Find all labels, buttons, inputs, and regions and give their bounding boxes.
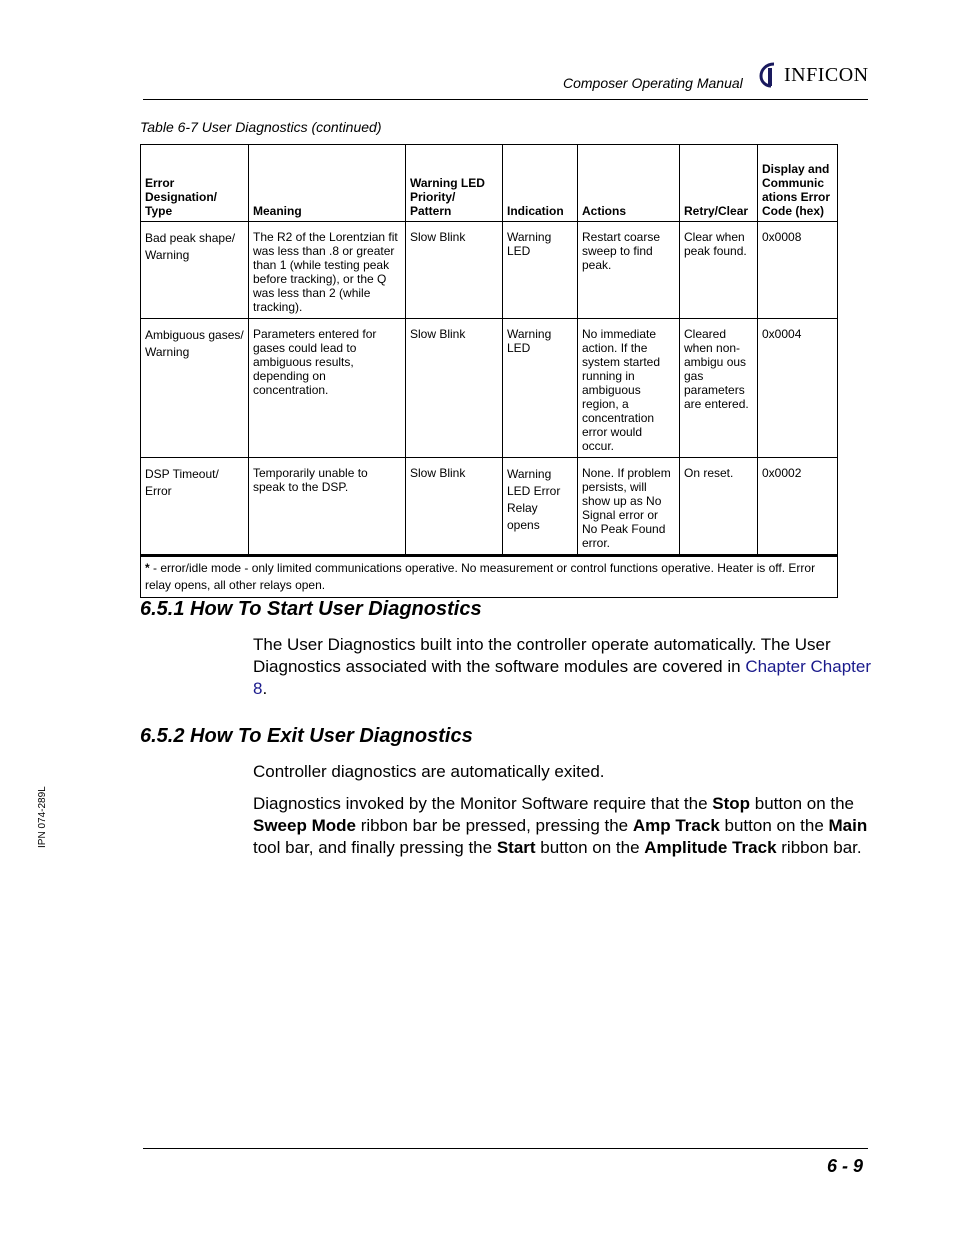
table-footnote-row — [141, 556, 838, 598]
cell-meaning: Parameters entered for gases could lead to ambiguous results, depending on concentration. — [249, 319, 406, 458]
manual-title: Composer Operating Manual — [563, 75, 743, 91]
cell-retry: Clear when peak found. — [680, 222, 758, 319]
table-footnote — [141, 556, 838, 598]
cell-retry: On reset. — [680, 458, 758, 556]
cell-led: Slow Blink — [406, 222, 503, 319]
text-run: button on the — [535, 838, 645, 857]
text-run: ribbon bar be pressed, pressing the — [355, 816, 633, 835]
text-run: button on the — [719, 816, 829, 835]
col-header-retry: Retry/Clear — [680, 145, 758, 222]
footnote-text: - error/idle mode - only limited communications operative. No measurement or control functions operative. Heater is off. Error relay opens, all other relays open. — [145, 561, 816, 592]
amplitude-track-ref: Amplitude Track — [644, 838, 777, 857]
col-header-code: Display and Communic ations Error Code (hex) — [758, 145, 838, 222]
cell-designation: DSP Timeout/ Error — [141, 458, 249, 556]
ipn-side-label: IPN 074-289L — [37, 786, 48, 848]
footnote-mark: * — [145, 561, 150, 575]
amp-track-ref: Amp Track — [632, 816, 720, 835]
cell-designation: Bad peak shape/ Warning — [141, 222, 249, 319]
cell-code: 0x0002 — [758, 458, 838, 556]
cell-led: Slow Blink — [406, 458, 503, 556]
col-header-indication: Indication — [503, 145, 578, 222]
cell-meaning: Temporarily unable to speak to the DSP. — [249, 458, 406, 556]
cell-indication: Warning LED — [503, 222, 578, 319]
section-heading-start: 6.5.1 How To Start User Diagnostics — [140, 598, 482, 620]
text-run: ribbon bar. — [776, 838, 862, 857]
cell-led: Slow Blink — [406, 319, 503, 458]
table-caption: Table 6-7 User Diagnostics (continued) — [140, 119, 382, 135]
text-run: button on the — [750, 794, 855, 813]
cell-actions: No immediate action. If the system started running in ambiguous region, a concentration error would occur. — [578, 319, 680, 458]
col-header-actions: Actions — [578, 145, 680, 222]
header-rule — [143, 99, 868, 100]
paragraph-text: The User Diagnostics built into the controller operate automatically. The User Diagnostics associated with the software modules are covered in — [253, 635, 831, 676]
cell-actions: Restart coarse sweep to find peak. — [578, 222, 680, 319]
section-heading-exit: 6.5.2 How To Exit User Diagnostics — [140, 725, 473, 747]
cell-indication: Warning LED — [503, 319, 578, 458]
col-header-designation: Error Designation/ Type — [141, 145, 249, 222]
col-header-led: Warning LED Priority/ Pattern — [406, 145, 503, 222]
cell-code: 0x0008 — [758, 222, 838, 319]
exit-paragraph-2 — [253, 793, 873, 859]
user-diagnostics-table — [140, 144, 838, 598]
text-run: tool bar, and finally pressing the — [253, 838, 497, 857]
inficon-logo — [758, 60, 869, 90]
chapter-8-link[interactable]: Chapter Chapter 8 — [253, 657, 871, 698]
cell-indication: Warning LED Error Relay opens — [503, 458, 578, 556]
footer-rule — [143, 1148, 868, 1149]
table-header-row — [141, 145, 838, 222]
start-button-ref: Start — [496, 838, 536, 857]
cell-actions: None. If problem persists, will show up as No Signal error or No Peak Found error. — [578, 458, 680, 556]
paragraph-end: . — [262, 679, 268, 698]
inficon-logo-icon — [758, 62, 782, 88]
page-number: 6 - 9 — [827, 1156, 864, 1176]
sweep-mode-ref: Sweep Mode — [253, 816, 356, 835]
col-header-meaning: Meaning — [249, 145, 406, 222]
table-row — [141, 319, 838, 458]
table-row — [141, 222, 838, 319]
exit-paragraph-1: Controller diagnostics are automatically exited. — [253, 762, 605, 781]
cell-retry: Cleared when non-ambigu ous gas parameters are entered. — [680, 319, 758, 458]
text-run: Diagnostics invoked by the Monitor Software require that the — [253, 794, 713, 813]
cell-designation: Ambiguous gases/ Warning — [141, 319, 249, 458]
logo-text: INFICON — [784, 63, 869, 86]
table-row — [141, 458, 838, 556]
stop-button-ref: Stop — [712, 794, 751, 813]
cell-meaning: The R2 of the Lorentzian fit was less than .8 or greater than 1 (while testing peak before tracking), or the Q was less than 2 (while tracking). — [249, 222, 406, 319]
section-start-paragraph — [253, 634, 873, 700]
cell-code: 0x0004 — [758, 319, 838, 458]
main-toolbar-ref: Main — [828, 816, 868, 835]
